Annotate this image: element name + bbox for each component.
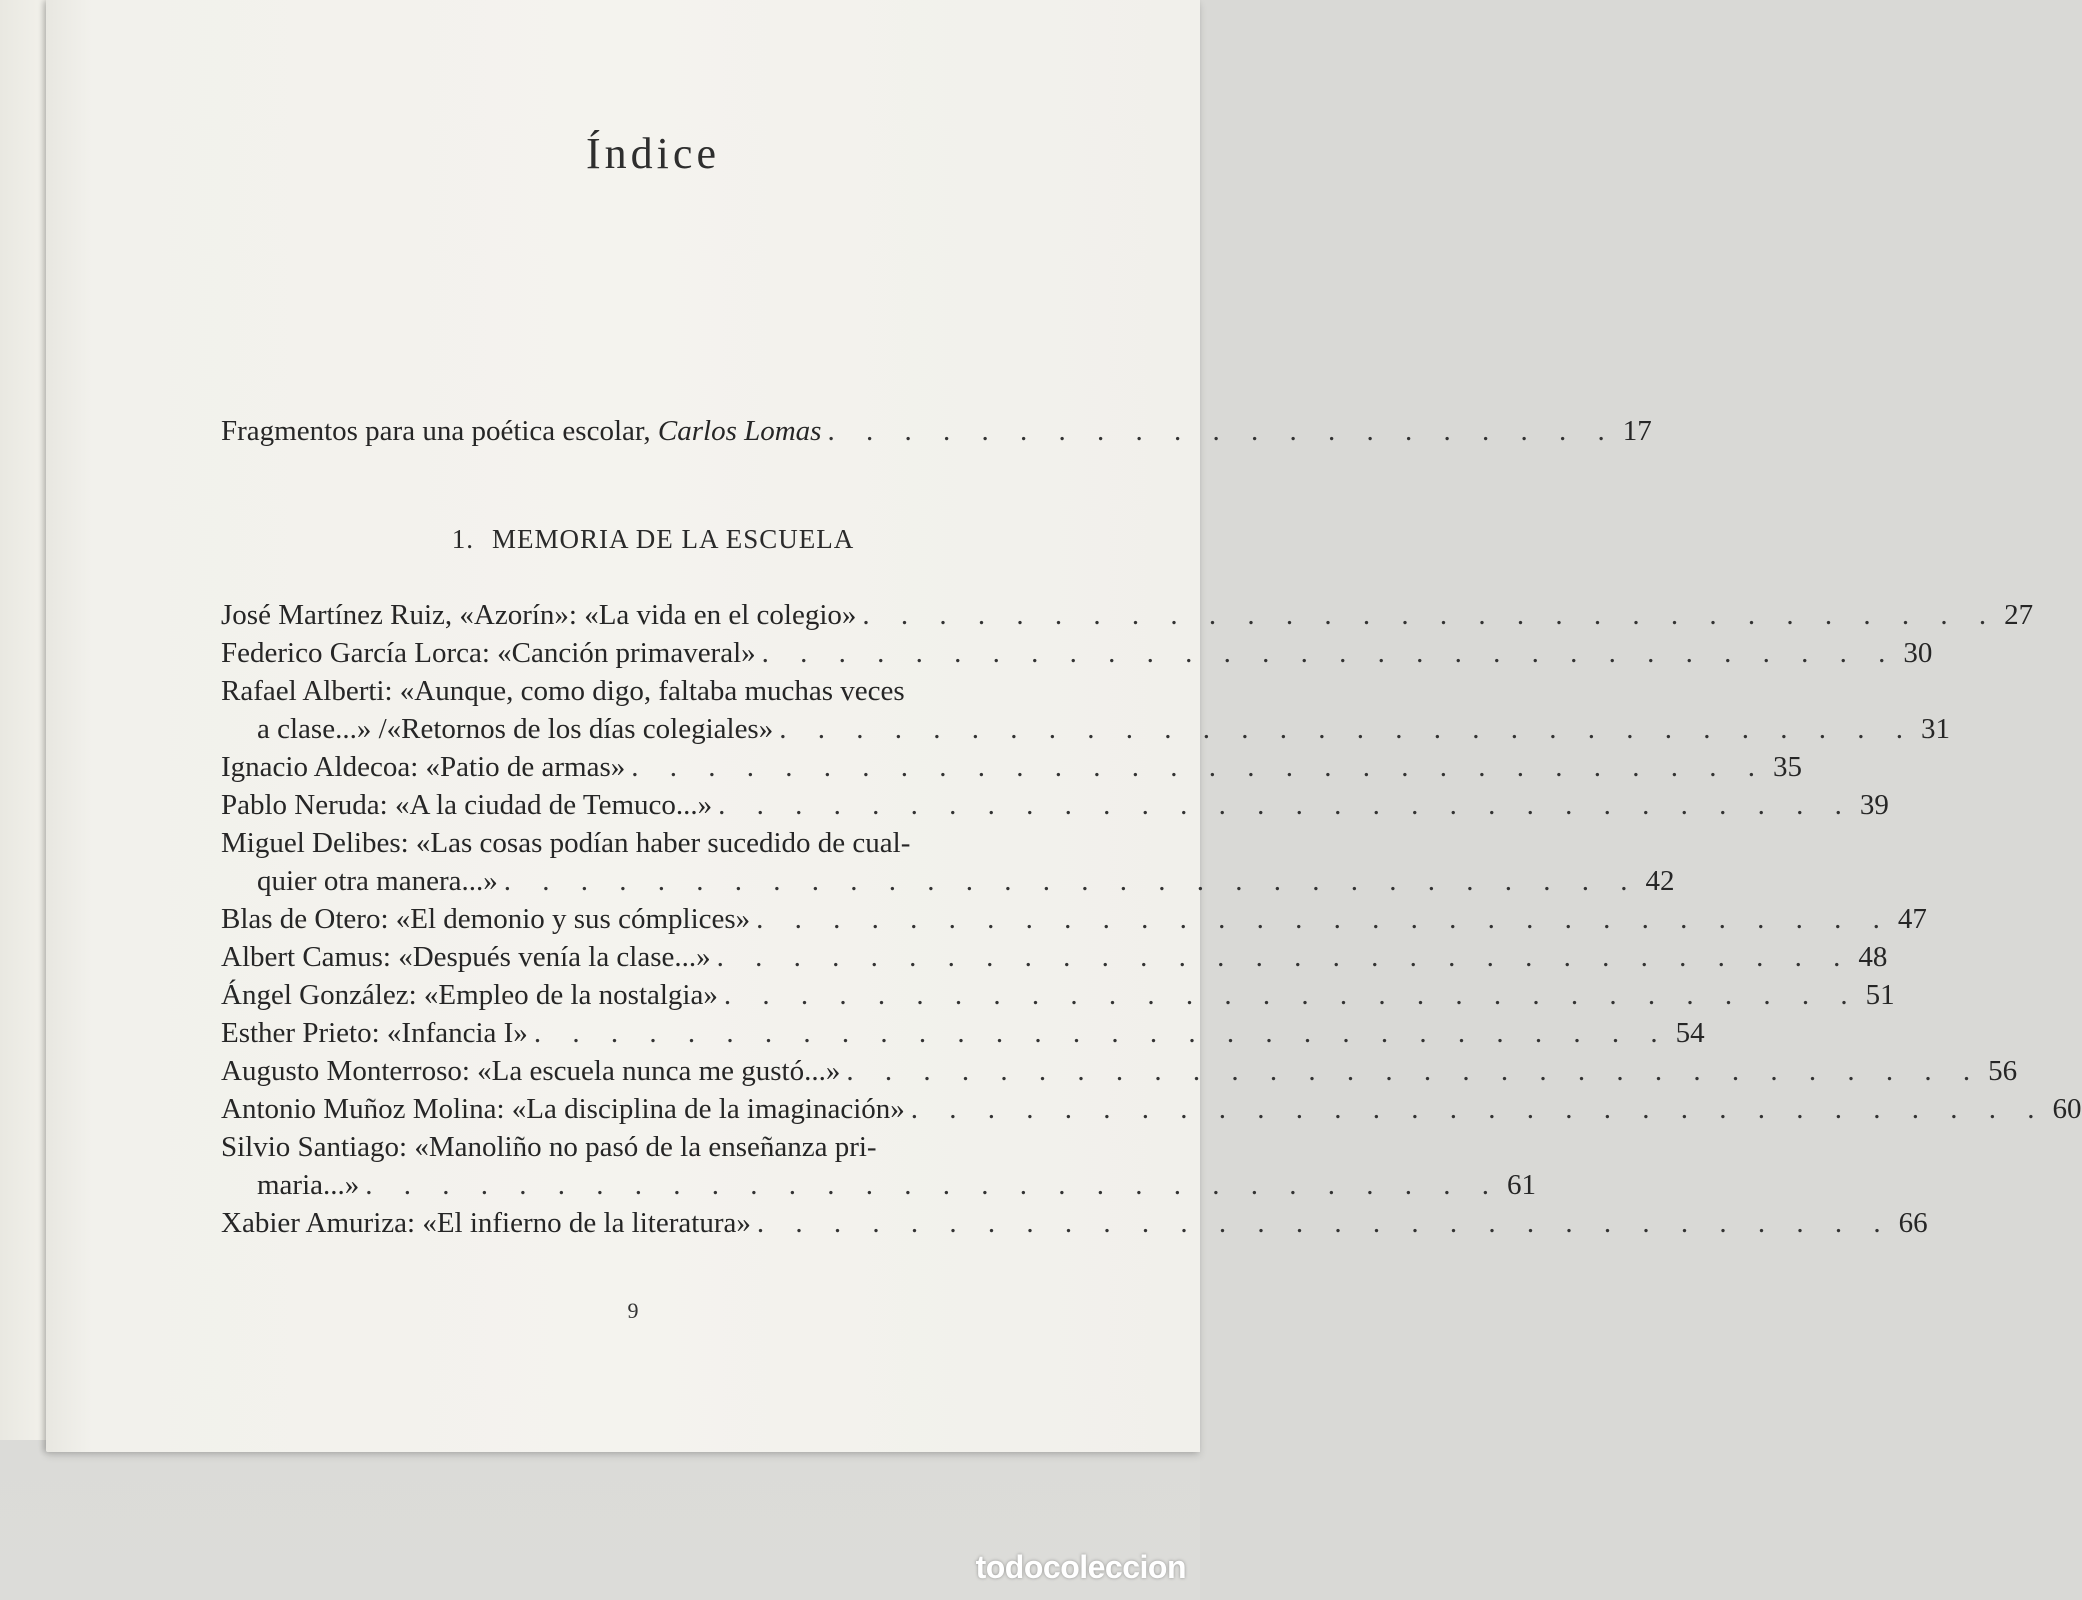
leader-dots: . . . . . . . . . . . . . . . . . . . . . . . . . . . . . . [723, 979, 1860, 1011]
leader-dots: . . . . . . . . . . . . . . . . . . . . . . . . . . . . . . [910, 1093, 2047, 1125]
toc-list [221, 596, 2082, 1242]
toc-entry [221, 672, 1950, 748]
toc-entry-text: quier otra manera...» [257, 865, 498, 897]
leader-dots: . . . . . . . . . . . . . . . . . . . . . . . . . . . . . . [761, 637, 1898, 669]
toc-entry-text: Pablo Neruda: «A la ciudad de Temuco...» [221, 789, 713, 821]
leader-dots: . . . . . . . . . . . . . . . . . . . . . . . . . . . . . . [365, 1169, 1502, 1201]
leader-dots: . . . . . . . . . . . . . . . . . . . . . . . . . . . . . . [533, 1017, 1670, 1049]
toc-entry-page-number: 56 [1988, 1055, 2018, 1087]
leader-dots: . . . . . . . . . . . . . . . . . . . . . . . . . . . . . . [503, 865, 1640, 897]
intro-page-number: 17 [1622, 415, 1652, 447]
toc-entry-page-number: 35 [1773, 751, 1803, 783]
toc-entry [221, 748, 1803, 786]
toc-entry [221, 976, 1895, 1014]
toc-entry-page-number: 39 [1859, 789, 1889, 821]
toc-entry-page-number: 51 [1865, 979, 1895, 1011]
toc-entry-text: Blas de Otero: «El demonio y sus cómplices» [221, 903, 751, 935]
toc-entry [221, 938, 1888, 976]
toc-entry [221, 1014, 1705, 1052]
toc-entry [221, 1052, 2018, 1090]
toc-entry-text: Silvio Santiago: «Manoliño no pasó de la enseñanza pri- [221, 1131, 877, 1163]
section-number: 1. [451, 524, 474, 554]
toc-entry-text: Albert Camus: «Después venía la clase...» [221, 941, 711, 973]
toc-entry-page-number: 61 [1507, 1169, 1537, 1201]
toc-entry [221, 1090, 2082, 1128]
toc-entry-text: maria...» [257, 1169, 360, 1201]
leader-dots: . . . . . . . . . . . . . . . . . . . . . . . . . . . . . . [779, 713, 1915, 745]
toc-entry-text: Antonio Muñoz Molina: «La disciplina de la imaginación» [221, 1093, 905, 1125]
toc-entry [221, 900, 1927, 938]
leader-dots: . . . . . . . . . . . . . . . . . . . . . . . . . . . . . . [846, 1055, 1983, 1087]
toc-entry-page-number: 54 [1675, 1017, 1705, 1049]
toc-entry-page-number: 47 [1897, 903, 1927, 935]
leader-dots: . . . . . . . . . . . . . . . . . . . . . . . . . . . . . . [756, 903, 1892, 935]
leader-dots: . . . . . . . . . . . . . . . . . . . . . . . . . . . . . . [716, 941, 1853, 973]
toc-entry-page-number: 31 [1920, 713, 1950, 745]
toc-entry-text: Rafael Alberti: «Aunque, como digo, faltaba muchas veces [221, 675, 905, 707]
toc-entry [221, 824, 1675, 900]
page-folio: 9 [627, 1298, 639, 1323]
intro-author: Carlos Lomas [657, 415, 822, 447]
site-watermark: todocoleccion [975, 1549, 1186, 1585]
intro-entry [221, 412, 1652, 450]
toc-entry-text: Ignacio Aldecoa: «Patio de armas» [221, 751, 626, 783]
leader-dots: . . . . . . . . . . . . . . . . . . . . . [827, 415, 1617, 447]
section-heading [46, 524, 1200, 555]
toc-entry-text: Xabier Amuriza: «El infierno de la literatura» [221, 1207, 751, 1239]
toc-entry-text: a clase...» /«Retornos de los días colegiales» [257, 713, 774, 745]
toc-entry-page-number: 48 [1858, 941, 1888, 973]
toc-entry-text: Miguel Delibes: «Las cosas podían haber sucedido de cual- [221, 827, 911, 859]
leader-dots: . . . . . . . . . . . . . . . . . . . . . . . . . . . . . . [718, 789, 1854, 821]
toc-entry-page-number: 66 [1898, 1207, 1928, 1239]
toc-entry-text: Esther Prieto: «Infancia I» [221, 1017, 528, 1049]
leader-dots: . . . . . . . . . . . . . . . . . . . . . . . . . . . . . . [631, 751, 1768, 783]
toc-entry-text: Ángel González: «Empleo de la nostalgia» [221, 979, 718, 1011]
toc-entry [221, 1128, 1537, 1204]
toc-entry-page-number: 30 [1903, 637, 1933, 669]
toc-entry-text: Federico García Lorca: «Canción primaveral» [221, 637, 756, 669]
leader-dots: . . . . . . . . . . . . . . . . . . . . . . . . . . . . . . [862, 599, 1999, 631]
page-title: Índice [586, 129, 720, 178]
section-title: MEMORIA DE LA ESCUELA [491, 524, 855, 554]
intro-text: Fragmentos para una poética escolar, [221, 415, 658, 447]
toc-entry-page-number: 42 [1645, 865, 1675, 897]
toc-entry [221, 596, 2034, 634]
toc-entry-page-number: 60 [2052, 1093, 2082, 1125]
leader-dots: . . . . . . . . . . . . . . . . . . . . . . . . . . . . . . [756, 1207, 1893, 1239]
toc-entry [221, 634, 1933, 672]
toc-entry [221, 786, 1889, 824]
book-page [46, 0, 2082, 1452]
toc-entry-page-number: 27 [2004, 599, 2034, 631]
toc-entry-text: José Martínez Ruiz, «Azorín»: «La vida en el colegio» [221, 599, 857, 631]
toc-entry-text: Augusto Monterroso: «La escuela nunca me gustó...» [221, 1055, 841, 1087]
toc-entry [221, 1204, 1928, 1242]
